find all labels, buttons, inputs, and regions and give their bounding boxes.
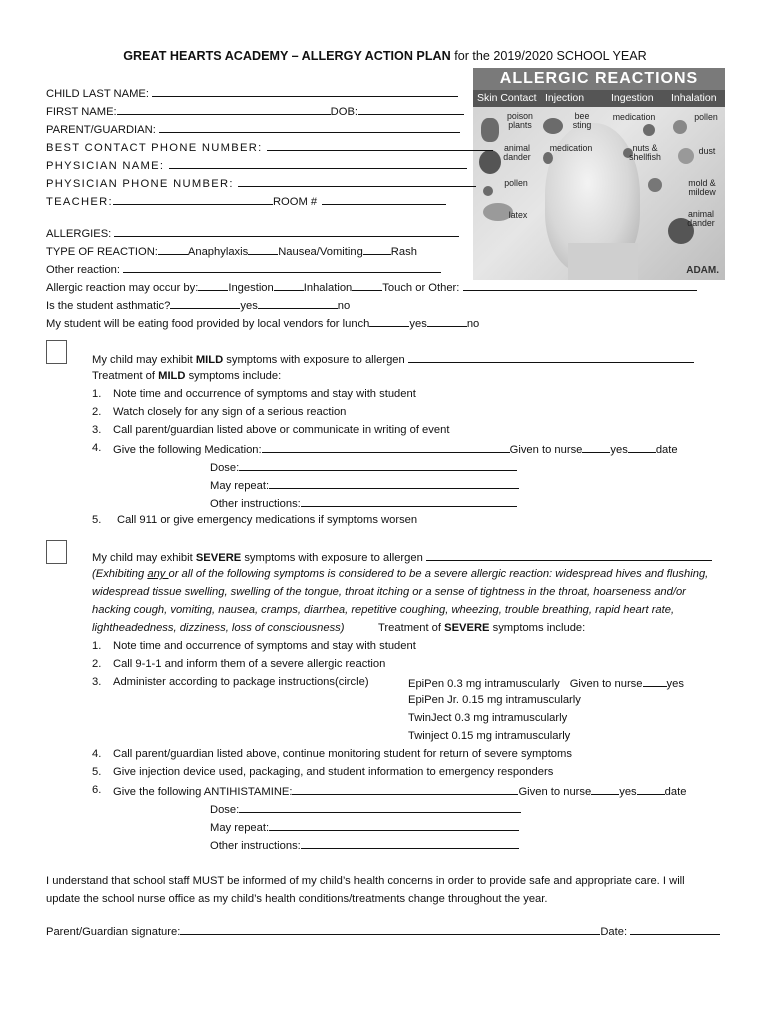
step-number: 2. [92,658,102,670]
italic-post: or all of the following symptoms is considered to be a severe allergic reaction: widespread hives and flushing, [168,568,709,580]
image-col-ingestion: Ingestion [611,92,654,104]
step-text: Give injection device used, packaging, and student information to emergency responders [113,766,554,778]
teacher-label: TEACHER: [46,196,113,208]
ingestion-blank[interactable] [198,280,228,291]
allergies-field[interactable] [114,226,459,237]
vendors-no-blank[interactable] [427,316,467,327]
other-reaction-label: Other reaction: [46,264,120,276]
may-repeat-label: May repeat: [210,480,270,492]
dob-field[interactable] [358,104,464,115]
acknowledgement-line-1: I understand that school staff MUST be informed of my child’s health concerns in order to provide safe and appropriate care. I will [46,875,685,887]
antihistamine-line [113,784,686,798]
signature-row [46,924,720,938]
other-reaction-row [46,262,441,276]
step-text: Give the following Medication: [113,444,262,456]
step-number: 1. [92,640,102,652]
first-name-field[interactable] [117,104,331,115]
other-reaction-field[interactable] [123,262,441,273]
mild-dose-field[interactable] [239,460,517,471]
severe-anti-yes-blank[interactable] [591,784,619,795]
vendors-no-label: no [466,318,480,330]
adam-logo: ADAM. [686,265,719,276]
mild-treat-post: symptoms include: [185,370,282,382]
inhalation-label: Inhalation [303,282,353,294]
pollen-dot-icon [483,186,493,196]
severe-intro-post: symptoms with exposure to allergen [241,552,423,564]
step-text: Watch closely for any sign of a serious reaction [113,406,347,418]
step-text: Give the following ANTIHISTAMINE: [113,786,293,798]
severe-step-2 [92,658,386,670]
severe-treat-post: symptoms include: [489,622,586,634]
type-of-reaction-label: TYPE OF REACTION: [46,246,158,258]
anaphylaxis-label: Anaphylaxis [187,246,249,258]
rash-label: Rash [390,246,417,258]
teacher-field[interactable] [113,194,273,205]
title-bold: GREAT HEARTS ACADEMY – ALLERGY ACTION PLAN [123,49,451,63]
mild-intro-pre: My child may exhibit [92,354,196,366]
label-animal-dander-2: animal dander [687,209,715,228]
mild-treatment-heading [92,370,281,382]
inhalation-blank[interactable] [274,280,304,291]
label-latex: latex [508,210,528,220]
title-rest: for the 2019/2020 SCHOOL YEAR [450,49,647,63]
severe-other-field[interactable] [301,838,519,849]
mild-nurse-yes-blank[interactable] [582,442,610,453]
touch-or-other-field[interactable] [463,280,697,291]
leaf-icon [481,118,499,142]
allergies-label: ALLERGIES: [46,228,112,240]
rash-blank[interactable] [363,244,391,255]
given-to-nurse-label: Given to nurse [569,678,643,690]
label-medication: medication [612,112,656,122]
reaction-route-row [46,280,697,294]
step-number: 5. [92,514,102,526]
reaction-route-label: Allergic reaction may occur by: [46,282,199,294]
first-name-label: FIRST NAME: [46,106,117,118]
mild-step-1 [92,388,416,400]
device-epipen[interactable] [408,676,684,690]
vendors-yes-blank[interactable] [369,316,409,327]
best-contact-row [46,140,493,154]
step-text: Call 911 or give emergency medications if symptoms worsen [117,514,418,526]
step-text: Call parent/guardian listed above, continue monitoring student for return of severe symptoms [113,748,572,760]
step-text: Note time and occurrence of symptoms and stay with student [113,640,416,652]
severe-repeat-field[interactable] [269,820,519,831]
label-bee-sting: bee sting [572,111,592,130]
asthmatic-label: Is the student asthmatic? [46,300,171,312]
asthmatic-yes-label: yes [240,300,258,312]
bee-icon [543,118,563,134]
other-instructions-label: Other instructions: [210,840,301,852]
local-vendors-label: My student will be eating food provided by local vendors for lunch [46,318,370,330]
mild-repeat-field[interactable] [269,478,519,489]
mild-intro-bold: MILD [195,354,224,366]
severe-intro-bold: SEVERE [195,552,242,564]
mild-dose-row [210,460,517,474]
best-contact-field[interactable] [267,140,493,151]
touch-or-other-label: Touch or Other: [382,282,460,294]
severe-step-6 [92,784,687,798]
device-twinject-015[interactable]: Twinject 0.15 mg intramuscularly [408,730,571,742]
image-header: ALLERGIC REACTIONS [473,68,725,90]
asthmatic-no-blank[interactable] [258,298,338,309]
page-title [0,49,770,63]
severe-other-row [210,838,519,852]
child-last-name-label: CHILD LAST NAME: [46,88,149,100]
may-repeat-label: May repeat: [210,822,270,834]
italic-any: any [147,568,169,580]
mild-medication-line [113,442,678,456]
severe-italic-1 [92,568,708,580]
step-number: 5. [92,766,102,778]
touch-blank[interactable] [352,280,382,291]
pill-icon [643,124,655,136]
medication-icon [543,152,553,164]
label-animal-dander: animal dander [503,143,531,162]
physician-name-row [46,158,467,172]
nausea-label: Nausea/Vomiting [278,246,363,258]
severe-treat-pre: Treatment of [378,622,445,634]
mild-allergen-field[interactable] [408,352,694,363]
child-last-name-row [46,86,458,100]
label-poison-plants: poison plants [507,111,533,130]
device-epipen-jr[interactable]: EpiPen Jr. 0.15 mg intramuscularly [408,694,581,706]
yes-label: yes [610,444,628,456]
label-medication-2: medication [549,143,593,153]
mold-icon [648,178,662,192]
label-pollen: pollen [694,112,718,122]
physician-phone-label: PHYSICIAN PHONE NUMBER: [46,178,234,190]
date-label: date [655,444,678,456]
step-number: 2. [92,406,102,418]
physician-phone-row [46,176,476,190]
anaphylaxis-blank[interactable] [158,244,188,255]
severe-checkbox[interactable] [46,540,67,564]
mild-nurse-date-blank[interactable] [628,442,656,453]
mild-intro-post: symptoms with exposure to allergen [223,354,405,366]
dust-icon [678,148,694,164]
label-mold-mildew: mold & mildew [688,178,716,197]
label-nuts-shellfish: nuts & shellfish [629,143,661,162]
vendors-yes-label: yes [409,318,427,330]
step-number: 4. [92,442,102,454]
label-dust: dust [698,146,716,156]
parent-guardian-label: PARENT/GUARDIAN: [46,124,156,136]
severe-intro-row [92,550,712,564]
given-to-nurse-label: Given to nurse [509,444,583,456]
mild-step-2 [92,406,347,418]
device-twinject-03[interactable]: TwinJect 0.3 mg intramuscularly [408,712,568,724]
severe-dose-row [210,802,521,816]
parent-guardian-row [46,122,460,136]
mild-intro-row [92,352,694,366]
severe-repeat-row [210,820,519,834]
date-label: date [664,786,687,798]
signature-date-field[interactable] [630,924,720,935]
mild-treat-bold: MILD [158,370,186,382]
dose-label: Dose: [210,462,240,474]
step-number: 1. [92,388,102,400]
best-contact-label: BEST CONTACT PHONE NUMBER: [46,142,263,154]
image-col-injection: Injection [545,92,585,104]
severe-step-5 [92,766,554,778]
mild-other-field[interactable] [301,496,517,507]
mild-checkbox[interactable] [46,340,67,364]
severe-italic-4-row [92,622,586,634]
mild-treat-pre: Treatment of [92,370,159,382]
device-label: EpiPen 0.3 mg intramuscularly [408,678,560,690]
ingestion-label: Ingestion [228,282,274,294]
severe-step-3 [92,676,369,688]
dose-label: Dose: [210,804,240,816]
antihistamine-field[interactable] [292,784,518,795]
other-instructions-label: Other instructions: [210,498,301,510]
severe-anti-date-blank[interactable] [637,784,665,795]
severe-nurse-yes-blank[interactable] [643,676,667,687]
physician-name-field[interactable] [169,158,467,169]
severe-step-4 [92,748,572,760]
child-last-name-field[interactable] [152,86,458,97]
pollen-icon [673,120,687,134]
room-label: ROOM # [272,196,318,208]
asthmatic-row [46,298,350,312]
physician-name-label: PHYSICIAN NAME: [46,160,165,172]
yes-label: yes [666,678,684,690]
step-number: 3. [92,424,102,436]
step-number: 6. [92,784,102,796]
asthmatic-yes-blank[interactable] [170,298,240,309]
physician-phone-field[interactable] [238,176,476,187]
reaction-type-row [46,244,417,258]
allergic-reactions-image [473,68,725,280]
signature-label: Parent/Guardian signature: [46,926,181,938]
step-text: Call 9-1-1 and inform them of a severe allergic reaction [113,658,386,670]
yes-label: yes [619,786,637,798]
room-field[interactable] [322,194,446,205]
child-neck [568,243,638,280]
severe-treat-bold: SEVERE [444,622,490,634]
image-col-skin: Skin Contact [477,92,537,104]
dob-label: DOB: [330,106,359,118]
mild-repeat-row [210,478,519,492]
severe-italic-2: widespread tissue swelling, swelling of the tongue, throat itching or a sense of tightness in the throat, hoarseness and/or [92,586,686,598]
step-text: Administer according to package instructions(circle) [113,676,369,688]
mild-step-5 [92,514,418,526]
severe-step-1 [92,640,416,652]
local-vendors-row [46,316,479,330]
asthmatic-no-label: no [337,300,351,312]
step-number: 4. [92,748,102,760]
first-name-row [46,104,464,118]
parent-guardian-field[interactable] [159,122,460,133]
signature-field[interactable] [180,924,600,935]
image-col-inhalation: Inhalation [671,92,717,104]
mild-other-row [210,496,517,510]
severe-intro-pre: My child may exhibit [92,552,196,564]
nausea-blank[interactable] [248,244,278,255]
mild-step-4 [92,442,678,456]
teacher-row [46,194,446,208]
severe-allergen-field[interactable] [426,550,712,561]
severe-italic-3: hacking cough, vomiting, nausea, cramps, diarrhea, repetitive coughing, wheezing, trouble breathing, rapid heart rate, [92,604,675,616]
allergies-row [46,226,459,240]
signature-date-label: Date: [600,926,628,938]
step-number: 3. [92,676,102,688]
severe-dose-field[interactable] [239,802,521,813]
step-text: Call parent/guardian listed above or communicate in writing of event [113,424,450,436]
image-columns [473,90,725,107]
severe-treatment-heading [378,622,585,634]
mild-medication-field[interactable] [262,442,510,453]
label-pollen-2: pollen [504,178,528,188]
step-text: Note time and occurrence of symptoms and stay with student [113,388,416,400]
severe-italic-4: lightheadedness, dizziness, loss of consciousness) [92,622,345,634]
mild-step-3 [92,424,450,436]
acknowledgement-line-2: update the school nurse office as my child’s health conditions/treatments change throughout the year. [46,893,548,905]
given-to-nurse-label: Given to nurse [518,786,592,798]
italic-pre: (Exhibiting [92,568,148,580]
